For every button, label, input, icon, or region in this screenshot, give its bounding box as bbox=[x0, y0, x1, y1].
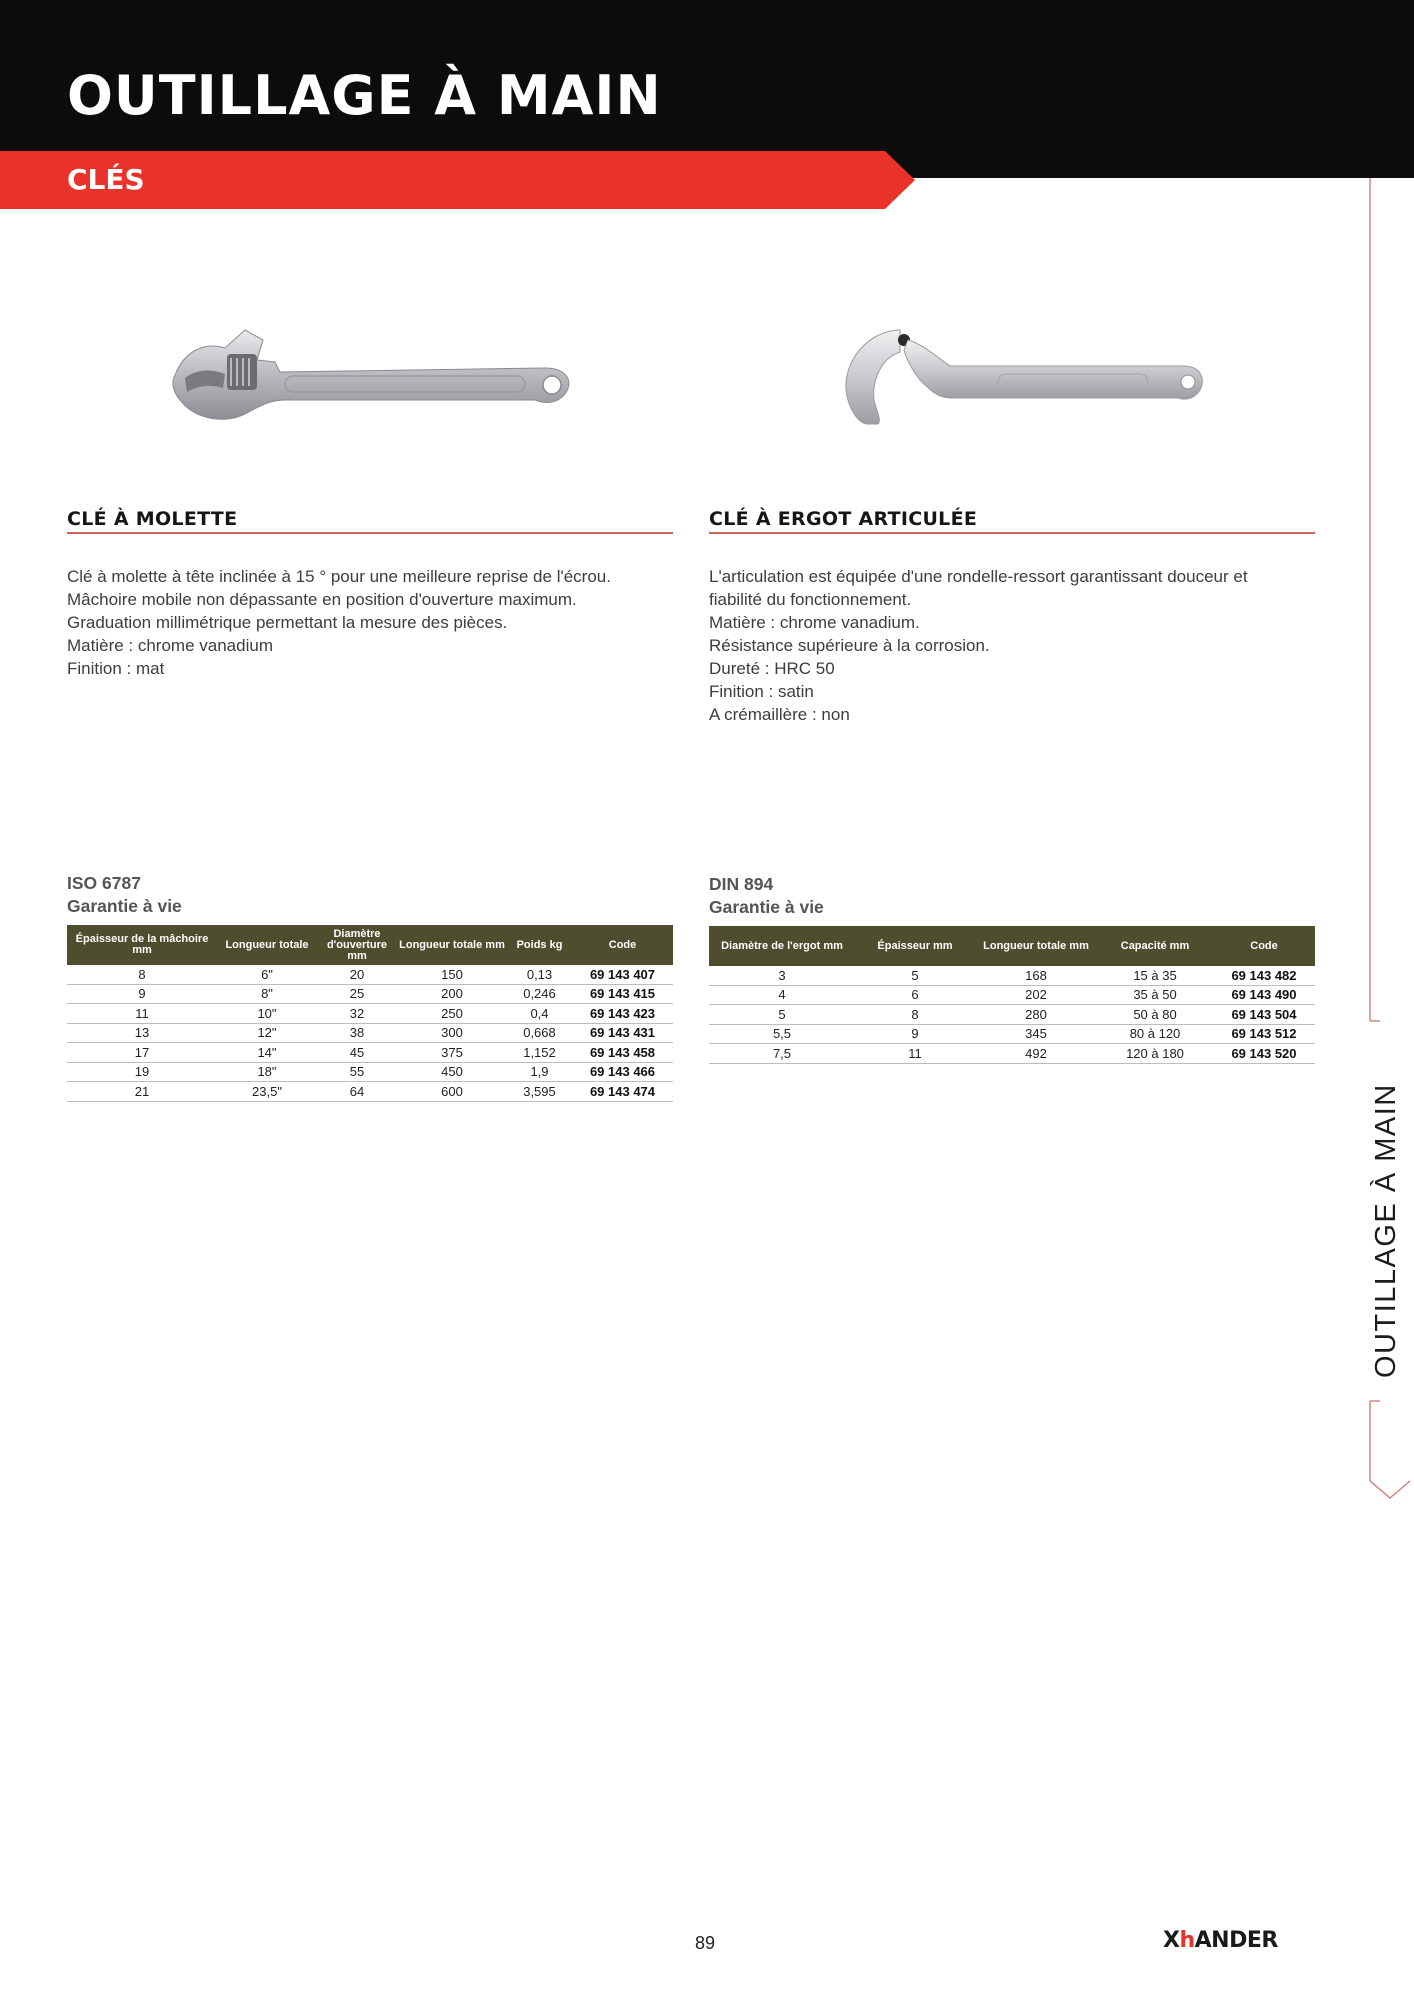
product-code: 69 143 512 bbox=[1213, 1024, 1315, 1044]
page-number: 89 bbox=[695, 1933, 716, 1953]
table-row: 7,5 11 492 120 à 180 69 143 520 bbox=[709, 1044, 1315, 1064]
product-standard-block bbox=[709, 873, 824, 919]
table-header-row bbox=[709, 926, 1315, 966]
product-code: 69 143 482 bbox=[1213, 966, 1315, 985]
product-code: 69 143 504 bbox=[1213, 1005, 1315, 1025]
table-row: 4 6 202 35 à 50 69 143 490 bbox=[709, 985, 1315, 1005]
table-row: 19 18" 55 450 1,9 69 143 466 bbox=[67, 1062, 673, 1082]
product-standard-block bbox=[67, 872, 182, 918]
table-header-row bbox=[67, 925, 673, 965]
table-row: 17 14" 45 375 1,152 69 143 458 bbox=[67, 1043, 673, 1063]
product-description: Clé à molette à tête inclinée à 15 ° pour une meilleure reprise de l'écrou. Mâchoire mobile non dépassante en position d'ouverture maximum. Graduation millimétrique permettant la mesure des pièces. Matière : chrome vanadium Finition : mat bbox=[67, 567, 611, 678]
table-header-cell: Code bbox=[572, 925, 673, 965]
spec-table bbox=[67, 925, 673, 1102]
table-row: 3 5 168 15 à 35 69 143 482 bbox=[709, 966, 1315, 985]
table-row: 21 23,5" 64 600 3,595 69 143 474 bbox=[67, 1082, 673, 1102]
product-code: 69 143 520 bbox=[1213, 1044, 1315, 1064]
table-row: 5,5 9 345 80 à 120 69 143 512 bbox=[709, 1024, 1315, 1044]
brand-logo: XhANDER bbox=[1163, 1928, 1278, 1953]
warranty-label: Garantie à vie bbox=[67, 896, 182, 916]
page-title: OUTILLAGE À MAIN bbox=[67, 64, 662, 127]
standard-label: DIN 894 bbox=[709, 874, 774, 894]
product-code: 69 143 474 bbox=[572, 1082, 673, 1102]
adjustable-wrench-image bbox=[165, 320, 575, 430]
table-row: 5 8 280 50 à 80 69 143 504 bbox=[709, 1005, 1315, 1025]
table-header-cell: Épaisseur de la mâchoire mm bbox=[67, 925, 217, 965]
table-header-cell: Épaisseur mm bbox=[855, 926, 975, 966]
table-header-cell: Longueur totale mm bbox=[397, 925, 507, 965]
product-title: CLÉ À MOLETTE bbox=[67, 508, 238, 530]
warranty-label: Garantie à vie bbox=[709, 897, 824, 917]
product-code: 69 143 458 bbox=[572, 1043, 673, 1063]
table-row: 13 12" 38 300 0,668 69 143 431 bbox=[67, 1023, 673, 1043]
section-title: CLÉS bbox=[67, 163, 145, 196]
spec-table bbox=[709, 926, 1315, 1064]
standard-label: ISO 6787 bbox=[67, 873, 141, 893]
product-code: 69 143 407 bbox=[572, 965, 673, 984]
table-header-cell: Longueur totale bbox=[217, 925, 317, 965]
product-title-rule bbox=[709, 532, 1315, 534]
product-title: CLÉ À ERGOT ARTICULÉE bbox=[709, 508, 978, 530]
table-header-cell: Diamètre d'ouverture mm bbox=[317, 925, 397, 965]
table-row: 11 10" 32 250 0,4 69 143 423 bbox=[67, 1004, 673, 1024]
product-code: 69 143 490 bbox=[1213, 985, 1315, 1005]
table-header-cell: Capacité mm bbox=[1097, 926, 1213, 966]
product-code: 69 143 423 bbox=[572, 1004, 673, 1024]
side-tab-label: OUTILLAGE À MAIN bbox=[1370, 1083, 1402, 1378]
table-header-cell: Diamètre de l'ergot mm bbox=[709, 926, 855, 966]
table-header-cell: Poids kg bbox=[507, 925, 572, 965]
hook-spanner-image bbox=[838, 320, 1208, 430]
product-code: 69 143 415 bbox=[572, 984, 673, 1004]
table-header-cell: Code bbox=[1213, 926, 1315, 966]
table-header-cell: Longueur totale mm bbox=[975, 926, 1097, 966]
product-code: 69 143 466 bbox=[572, 1062, 673, 1082]
table-row: 9 8" 25 200 0,246 69 143 415 bbox=[67, 984, 673, 1004]
product-code: 69 143 431 bbox=[572, 1023, 673, 1043]
product-description: L'articulation est équipée d'une rondelle-ressort garantissant douceur et fiabilité du fonctionnement. Matière : chrome vanadium. Résistance supérieure à la corrosion. Dureté : HRC 50 Finition : satin A crémaillère : non bbox=[709, 567, 1248, 724]
table-row: 8 6" 20 150 0,13 69 143 407 bbox=[67, 965, 673, 984]
product-title-rule bbox=[67, 532, 673, 534]
